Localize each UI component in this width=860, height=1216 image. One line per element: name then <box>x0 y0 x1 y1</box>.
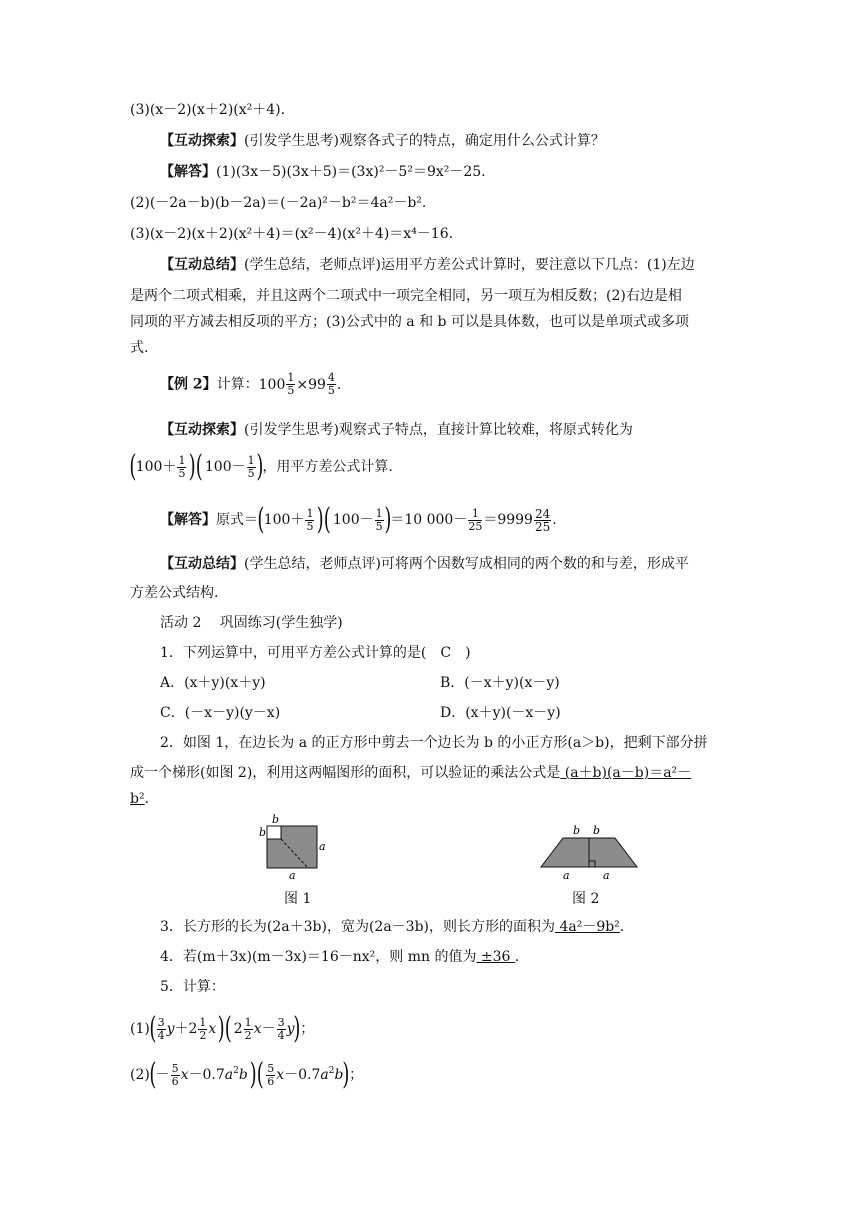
q1-options-row-1: A．(x＋y)(x＋y) B．(－x＋y)(x－y) <box>160 675 560 691</box>
label-b-2: b <box>593 824 601 837</box>
question-2: 2．如图 1，在边长为 a 的正方形中剪去一个边长为 b 的小正方形(a＞b)，把剩下部分拼 <box>160 735 708 751</box>
activity-2-heading: 活动 2 巩固练习(学生独学) <box>160 615 343 631</box>
explore-2-line-2: (100＋ $\frac{1}{5}$ )( 100－ $\frac{1}{5}$ )，用平方差公式计算. <box>129 449 393 484</box>
question-2-line-b: 成一个梯形(如图 2)，利用这两幅图形的面积，可以验证的乘法公式是 (a＋b)(a－b)＝a²－ <box>130 765 692 781</box>
summary-1-line-b: 是两个二项式相乘，并且这两个二项式中一项完全相同，另一项互为相反数；(2)右边是相 <box>130 288 682 304</box>
question-1: 1．下列运算中，可用平方差公式计算的是( C ) <box>160 645 471 661</box>
figure-2-caption: 图 2 <box>572 891 600 907</box>
question-3: 3．长方形的长为(2a＋3b)，宽为(2a－3b)，则长方形的面积为 4a²－9b². <box>160 919 625 935</box>
question-4: 4．若(m＋3x)(m－3x)＝16－nx²，则 mn 的值为 ±36 . <box>160 949 520 965</box>
figure-1-caption: 图 1 <box>284 891 312 907</box>
label-b-left: b <box>259 826 267 839</box>
summary-1-line-c: 同项的平方减去相反项的平方；(3)公式中的 a 和 b 可以是具体数，也可以是单项式或多项 <box>130 314 689 330</box>
answer-3: (3)(x－2)(x＋2)(x²＋4)＝(x²－4)(x²＋4)＝x⁴－16. <box>130 226 454 242</box>
label-a-2: a <box>603 869 610 882</box>
label-a-1: a <box>563 869 570 882</box>
answer-1: 【解答】(1)(3x－5)(3x＋5)＝(3x)²－5²＝9x²－25. <box>160 164 486 180</box>
label-b-1: b <box>573 824 581 837</box>
answer-example-2: 【解答】原式＝(100＋ $\frac{1}{5}$ )( 100－ $\frac{1}{5}$ )＝10 000－ $\frac{1}{25}$ ＝9999 $\frac{24}{25}$ . <box>160 502 557 537</box>
example-2: 【例 2】计算：100 $\frac{1}{5}$ ×99 $\frac{4}{5}$ . <box>160 371 342 397</box>
question-5-item-1: (1)( $\frac{3}{4}$ y＋2 $\frac{1}{2}$ x)( 2 $\frac{1}{2}$ x－ $\frac{3}{4}$ y)； <box>130 1011 315 1046</box>
figure-2-trapezoid <box>535 822 645 882</box>
label-a-right: a <box>319 840 326 853</box>
q1-options-row-2: C．(－x－y)(y－x) D．(x＋y)(－x－y) <box>160 705 561 721</box>
answer-2: (2)(－2a－b)(b－2a)＝(－2a)²－b²＝4a²－b². <box>130 195 427 211</box>
figure-1-square <box>255 812 335 882</box>
line-1: (3)(x－2)(x＋2)(x²＋4). <box>130 102 286 118</box>
cut-small-square <box>267 826 281 839</box>
summary-2: 【互动总结】(学生总结，老师点评)可将两个因数写成相同的两个数的和与差，形成平 <box>160 556 689 572</box>
summary-1-line-d: 式. <box>130 340 149 356</box>
question-5: 5．计算： <box>160 979 225 995</box>
summary-1-line-a: 【互动总结】(学生总结，老师点评)运用平方差公式计算时，要注意以下几点：(1)左边 <box>160 257 695 273</box>
example-2-expression: 100 $\frac{1}{5}$ ×99 $\frac{4}{5}$ . <box>258 371 342 397</box>
summary-2-line-b: 方差公式结构. <box>130 585 219 601</box>
label-a-bottom: a <box>289 869 296 882</box>
question-2-line-c: b². <box>130 791 150 807</box>
label-b-top: b <box>272 813 280 826</box>
explore-1: 【互动探索】(引发学生思考)观察各式子的特点，确定用什么公式计算？ <box>160 133 605 149</box>
explore-2: 【互动探索】(引发学生思考)观察式子特点，直接计算比较难，将原式转化为 <box>160 422 633 438</box>
question-5-item-2: (2)(－ $\frac{5}{6}$ $x-0.7a^2b$)( $\frac{5}{6}$ $x-0.7a^2b$)； <box>130 1057 364 1092</box>
